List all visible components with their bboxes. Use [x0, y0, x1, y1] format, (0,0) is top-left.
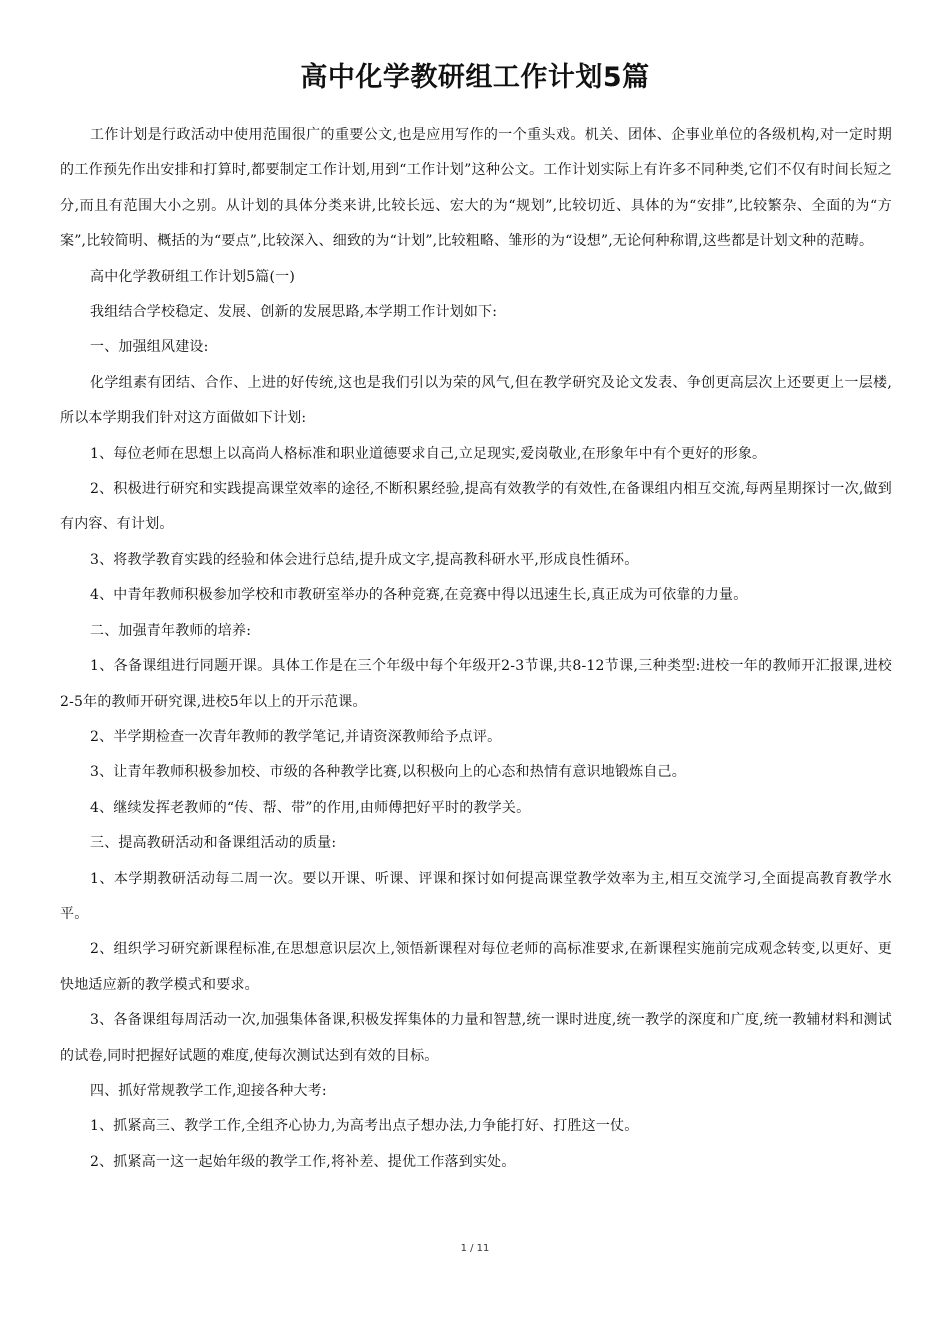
paragraph: 3、各备课组每周活动一次,加强集体备课,积极发挥集体的力量和智慧,统一课时进度,统一教学的深度和广度,统一教辅材料和测试的试卷,同时把握好试题的难度,使每次测试达到有效的目标。 — [60, 1012, 892, 1064]
paragraph-heading: 三、提高教研活动和备课组活动的质量: — [90, 835, 337, 852]
document-body — [60, 118, 892, 1180]
paragraph: 1、本学期教研活动每二周一次。要以开课、听课、评课和探讨如何提高课堂教学效率为主,相互交流学习,全面提高教育教学水平。 — [60, 870, 892, 922]
paragraph: 4、中青年教师积极参加学校和市教研室举办的各种竞赛,在竞赛中得以迅速生长,真正成为可依靠的力量。 — [90, 587, 748, 604]
paragraph: 2、半学期检查一次青年教师的教学笔记,并请资深教师给予点评。 — [90, 728, 502, 745]
paragraph: 2、抓紧高一这一起始年级的教学工作,将补差、提优工作落到实处。 — [90, 1153, 516, 1170]
document-title: 高中化学教研组工作计划5篇 — [300, 62, 650, 93]
paragraph: 3、让青年教师积极参加校、市级的各种教学比赛,以积极向上的心态和热情有意识地锻炼自己。 — [90, 764, 686, 781]
paragraph-heading: 一、加强组风建设: — [90, 339, 209, 356]
paragraph: 化学组素有团结、合作、上进的好传统,这也是我们引以为荣的风气,但在教学研究及论文发表、争创更高层次上还要更上一层楼,所以本学期我们针对这方面做如下计划: — [60, 374, 892, 427]
paragraph: 1、每位老师在思想上以高尚人格标准和职业道德要求自己,立足现实,爱岗敬业,在形象年中有个更好的形象。 — [90, 445, 767, 462]
paragraph: 2、组织学习研究新课程标准,在思想意识层次上,领悟新课程对每位老师的高标准要求,在新课程实施前完成观念转变,以更好、更快地适应新的教学模式和要求。 — [60, 941, 892, 993]
paragraph: 4、继续发挥老教师的“传、帮、带”的作用,由师傅把好平时的教学关。 — [90, 799, 531, 816]
paragraph: 我组结合学校稳定、发展、创新的发展思路,本学期工作计划如下: — [90, 304, 498, 321]
page-number: 1 / 11 — [460, 1243, 490, 1254]
paragraph-heading: 二、加强青年教师的培养: — [90, 622, 252, 639]
paragraph: 1、抓紧高三、教学工作,全组齐心协力,为高考出点子想办法,力争能打好、打胜这一仗。 — [90, 1118, 639, 1135]
paragraph-heading: 四、抓好常规教学工作,迎接各种大考: — [90, 1082, 327, 1099]
paragraph: 1、各备课组进行同题开课。具体工作是在三个年级中每个年级开2-3节课,共8-12节课,三种类型:进校一年的教师开汇报课,进校2-5年的教师开研究课,进校5年以上的开示范课。 — [60, 658, 892, 710]
paragraph: 2、积极进行研究和实践提高课堂效率的途径,不断积累经验,提高有效教学的有效性,在备课组内相互交流,每两星期探讨一次,做到有内容、有计划。 — [60, 481, 892, 533]
paragraph-section-heading: 高中化学教研组工作计划5篇(一) — [90, 268, 296, 285]
paragraph-intro: 工作计划是行政活动中使用范围很广的重要公文,也是应用写作的一个重头戏。机关、团体、企事业单位的各级机构,对一定时期的工作预先作出安排和打算时,都要制定工作计划,用到“工作计划”这种公文。工作计划实际上有许多不同种类,它们不仅有时间长短之分,而且有范围大小之别。从计划的具体分类来讲,比较长远、宏大的为“规划”,比较切近、具体的为“安排”,比较繁杂、全面的为“方案”,比较简明、概括的为“要点”,比较深入、细致的为“计划”,比较粗略、雏形的为“设想”,无论何种称谓,这些都是计划文种的范畴。 — [60, 127, 892, 250]
paragraph: 3、将教学教育实践的经验和体会进行总结,提升成文字,提高教科研水平,形成良性循环。 — [90, 551, 639, 568]
